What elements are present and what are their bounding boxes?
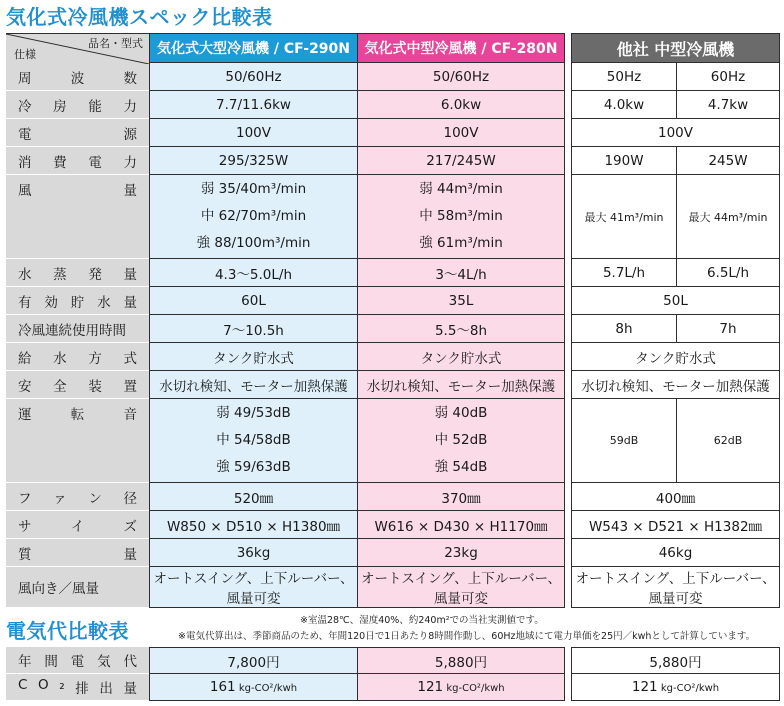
cf290n-value: 4.3〜5.0L/h [149,259,357,287]
cf280n-value [357,175,565,259]
row-label-text: 安 全 装 置 [18,378,137,395]
competitor-50hz-value: 50Hz [571,63,676,91]
cost-row-label [6,647,149,674]
unit-label: kg-CO²/kwh [657,683,720,694]
cf280n-value: 35L [357,287,565,315]
competitor-value: 50L [571,287,780,315]
cf280n-value: 3〜4L/h [357,259,565,287]
row-label-text: 有 効 貯 水 量 [18,294,137,311]
competitor-50hz-value: 190W [571,147,676,175]
spec-row [6,63,780,91]
cf290n-value: 36kg [149,539,357,567]
competitor-60hz-value: 60Hz [676,63,780,91]
cf280n-line: 強 61m³/min [419,235,503,251]
spec-row [6,175,780,259]
unit-label: kg-CO²/kwh [235,683,298,694]
cost-row-label [6,674,149,701]
row-label [6,259,149,287]
row-label [6,343,149,371]
competitor-60hz-value: 6.5L/h [676,259,780,287]
spec-row [6,483,780,511]
row-label [6,91,149,119]
note-measurement: ※室温28℃、湿度40%、約240m²での当社実測値です。 [300,615,544,626]
cost-row [6,674,780,701]
row-label [6,539,149,567]
competitor-value: W543 × D521 × H1382㎜ [571,511,780,539]
cf280n-value: 217/245W [357,147,565,175]
cf290n-value: 295/325W [149,147,357,175]
note-calculation: ※電気代算出は、季節商品のため、年間120日で1日あたり8時間作動し、60Hz地域にて電力単価を25円／kwhとして計算しています。 [178,631,756,642]
cost-competitor-number: 5,880円 [649,654,702,671]
row-label [6,399,149,483]
row-label-text: 風向き／風量 [18,581,99,597]
row-label [6,483,149,511]
cf290n-value: 7〜10.5h [149,315,357,343]
spec-row [6,399,780,483]
cf290n-value: W850 × D510 × H1380㎜ [149,511,357,539]
cf280n-value: 100V [357,119,565,147]
competitor-60hz-value: 最大 44m³/min [676,175,780,259]
row-label-text: 水 蒸 発 量 [18,266,137,283]
cf280n-line: 弱 40dB [434,405,488,421]
spec-row [6,343,780,371]
row-label-text: 風 量 [18,183,137,199]
cost-competitor-number: 121 [631,679,658,695]
cf280n-value: 水切れ検知、モーター加熱保護 [357,371,565,399]
competitor-value: タンク貯水式 [571,343,780,371]
cf290n-value: タンク貯水式 [149,343,357,371]
cost-cf280n-value [357,674,565,701]
competitor-50hz-value: 59dB [571,399,676,483]
spec-comparison-table [6,33,780,608]
row-label [6,315,149,343]
cost-cf290n-value-number: 7,800円 [227,654,280,671]
cf280n-value: オートスイング、上下ルーバー、風量可変 [357,567,565,608]
row-label-text: C O ₂ 排 出 量 [18,677,137,697]
cf280n-value [357,399,565,483]
spec-row [6,147,780,175]
cf290n-line: 弱 49/53dB [216,405,291,421]
spec-row [6,315,780,343]
competitor-value: 400㎜ [571,483,780,511]
cf290n-value: 水切れ検知、モーター加熱保護 [149,371,357,399]
competitor-value: 46kg [571,539,780,567]
row-label-text: 電 源 [18,126,137,143]
cf290n-value: 60L [149,287,357,315]
row-label [6,371,149,399]
competitor-50hz-value: 4.0kw [571,91,676,119]
spec-row [6,287,780,315]
row-label-text: 給 水 方 式 [18,350,137,367]
row-label [6,287,149,315]
cf280n-line: 強 54dB [434,459,488,475]
row-label-text: 周 波 数 [18,70,137,87]
competitor-60hz-value: 62dB [676,399,780,483]
spec-row [6,119,780,147]
competitor-50hz-value: 最大 41m³/min [571,175,676,259]
competitor-60hz-value: 245W [676,147,780,175]
cf280n-value: 23kg [357,539,565,567]
cf290n-line: 弱 35/40m³/min [200,181,307,197]
cost-cf280n-value-number: 121 [417,679,444,695]
cf290n-value [149,175,357,259]
header-label-spec: 仕様 [14,48,36,61]
cost-competitor-value [571,674,780,701]
row-label [6,511,149,539]
cf290n-value: 100V [149,119,357,147]
cost-competitor-value [571,647,780,674]
row-label-text: 運 転 音 [18,407,137,423]
header-corner [6,33,149,63]
cost-comparison-table [6,647,780,701]
cf280n-value: 6.0kw [357,91,565,119]
cost-cf280n-value [357,647,565,674]
competitor-60hz-value: 7h [676,315,780,343]
cost-row [6,647,780,674]
competitor-50hz-value: 8h [571,315,676,343]
spec-row [6,511,780,539]
row-label-text: 冷 房 能 力 [18,98,137,115]
competitor-value: 100V [571,119,780,147]
cost-cf280n-value-number: 5,880円 [434,654,488,671]
header-label-model: 品名・型式 [88,37,143,50]
cf290n-line: 強 88/100m³/min [196,235,311,251]
spec-row [6,539,780,567]
row-label [6,63,149,91]
row-label-text: 消 費 電 力 [18,154,137,171]
spec-row [6,259,780,287]
spec-row [6,567,780,608]
cf290n-value: 50/60Hz [149,63,357,91]
cf290n-line: 強 59/63dB [216,459,291,475]
cf290n-value: 520㎜ [149,483,357,511]
cf290n-value: オートスイング、上下ルーバー、風量可変 [149,567,357,608]
cf280n-value: タンク貯水式 [357,343,565,371]
cost-cf290n-value [149,647,357,674]
cf280n-value: W616 × D430 × H1170㎜ [357,511,565,539]
competitor-value: オートスイング、上下ルーバー、風量可変 [571,567,780,608]
row-label [6,175,149,259]
header-cf290n: 気化式大型冷風機 / CF-290N [149,33,357,63]
competitor-50hz-value: 5.7L/h [571,259,676,287]
cf290n-value: 7.7/11.6kw [149,91,357,119]
cf280n-value: 50/60Hz [357,63,565,91]
cf280n-value: 5.5〜8h [357,315,565,343]
cf280n-value: 370㎜ [357,483,565,511]
cf290n-line: 中 62/70m³/min [200,208,307,224]
cf290n-value [149,399,357,483]
cf290n-line: 中 54/58dB [216,432,291,448]
competitor-value: 水切れ検知、モーター加熱保護 [571,371,780,399]
row-label [6,147,149,175]
cf280n-line: 弱 44m³/min [419,181,503,197]
row-label [6,567,149,608]
cf280n-line: 中 52dB [434,432,488,448]
cost-cf290n-value-number: 161 [209,679,236,695]
header-competitor: 他社 中型冷風機 [571,33,780,63]
spec-table-title: 気化式冷風機スペック比較表 [6,5,273,29]
competitor-60hz-value: 4.7kw [676,91,780,119]
header-cf280n: 気化式中型冷風機 / CF-280N [357,33,565,63]
unit-label: kg-CO²/kwh [443,683,505,694]
row-label-text: 年 間 電 気 代 [18,654,137,670]
cf280n-line: 中 58m³/min [419,208,503,224]
cost-cf290n-value [149,674,357,701]
spec-row [6,371,780,399]
row-label [6,119,149,147]
row-label-text: サ イ ズ [18,518,137,535]
row-label-text: 冷風連続使用時間 [18,322,126,339]
cost-table-title: 電気代比較表 [6,619,129,643]
row-label-text: 質 量 [18,546,137,563]
row-label-text: フ ァ ン 径 [18,490,137,507]
spec-row [6,91,780,119]
